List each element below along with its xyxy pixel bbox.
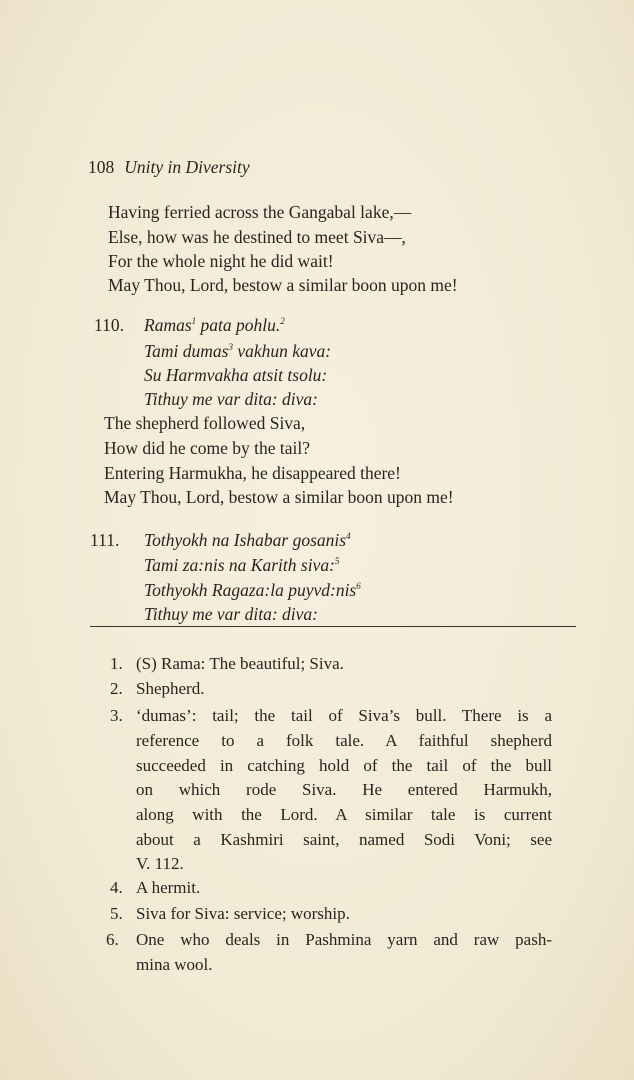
kashmiri-line: Tothyokh Ragaza:la puyvd:nis$^6$: [144, 580, 361, 600]
footnote-separator: [90, 626, 576, 627]
kashmiri-line: Tami za:nis na Karith siva:$^5$: [144, 555, 340, 575]
kashmiri-line: Su Harmvakha atsit tsolu:: [144, 365, 328, 385]
kashmiri-line: Tothyokh na Ishabar gosanis$^4$: [144, 530, 351, 550]
verse-line: For the whole night he did wait!: [108, 251, 334, 271]
footnote-text: mina wool.: [136, 955, 213, 974]
footnote-text: about a Kashmiri saint, named Sodi Voni; see: [136, 830, 552, 849]
footnote-text: One who deals in Pashmina yarn and raw pash-: [136, 930, 552, 949]
verse-line: Else, how was he destined to meet Siva—,: [108, 227, 406, 247]
verse-line: Entering Harmukha, he disappeared there!: [104, 463, 401, 483]
footnote-text: (S) Rama: The beautiful; Siva.: [136, 654, 344, 673]
kashmiri-line: Tithuy me var dita: diva:: [144, 389, 319, 409]
verse-line: Having ferried across the Gangabal lake,—: [108, 202, 412, 222]
footnote-text: Siva for Siva: service; worship.: [136, 904, 350, 923]
footnote-text: along with the Lord. A similar tale is current: [136, 805, 552, 824]
verse-line: May Thou, Lord, bestow a similar boon upon me!: [104, 487, 454, 507]
footnote-text: reference to a folk tale. A faithful shepherd: [136, 731, 552, 750]
footnote-number: 6.: [106, 930, 119, 949]
kashmiri-line: Tami dumas$^3$ vakhun kava:: [144, 341, 332, 361]
verse-line: The shepherd followed Siva,: [104, 413, 306, 433]
verse-line: May Thou, Lord, bestow a similar boon upon me!: [108, 275, 458, 295]
footnote-number: 2.: [110, 679, 123, 698]
page-number: 108: [88, 157, 115, 177]
kashmiri-line: Tithuy me var dita: diva:: [144, 604, 319, 624]
footnote-text: on which rode Siva. He entered Harmukh,: [136, 780, 552, 799]
footnote-number: 1.: [110, 654, 123, 673]
footnote-text: A hermit.: [136, 878, 201, 897]
page-header: [88, 157, 250, 178]
footnote-number: 4.: [110, 878, 123, 897]
footnote-text: V. 112.: [136, 854, 184, 873]
verse-number: 110.: [94, 315, 124, 335]
footnote-text: ‘dumas’: tail; the tail of Siva’s bull. There is a: [136, 706, 552, 725]
footnote-text: succeeded in catching hold of the tail of the bull: [136, 756, 552, 775]
footnote-number: 5.: [110, 904, 123, 923]
running-title: Unity in Diversity: [124, 157, 250, 177]
footnote-text: Shepherd.: [136, 679, 205, 698]
verse-number: 111.: [90, 530, 120, 550]
verse-line: How did he come by the tail?: [104, 438, 311, 458]
kashmiri-line: Ramas$^1$ pata pohlu.$^2$: [144, 315, 285, 335]
footnote-number: 3.: [110, 706, 123, 725]
